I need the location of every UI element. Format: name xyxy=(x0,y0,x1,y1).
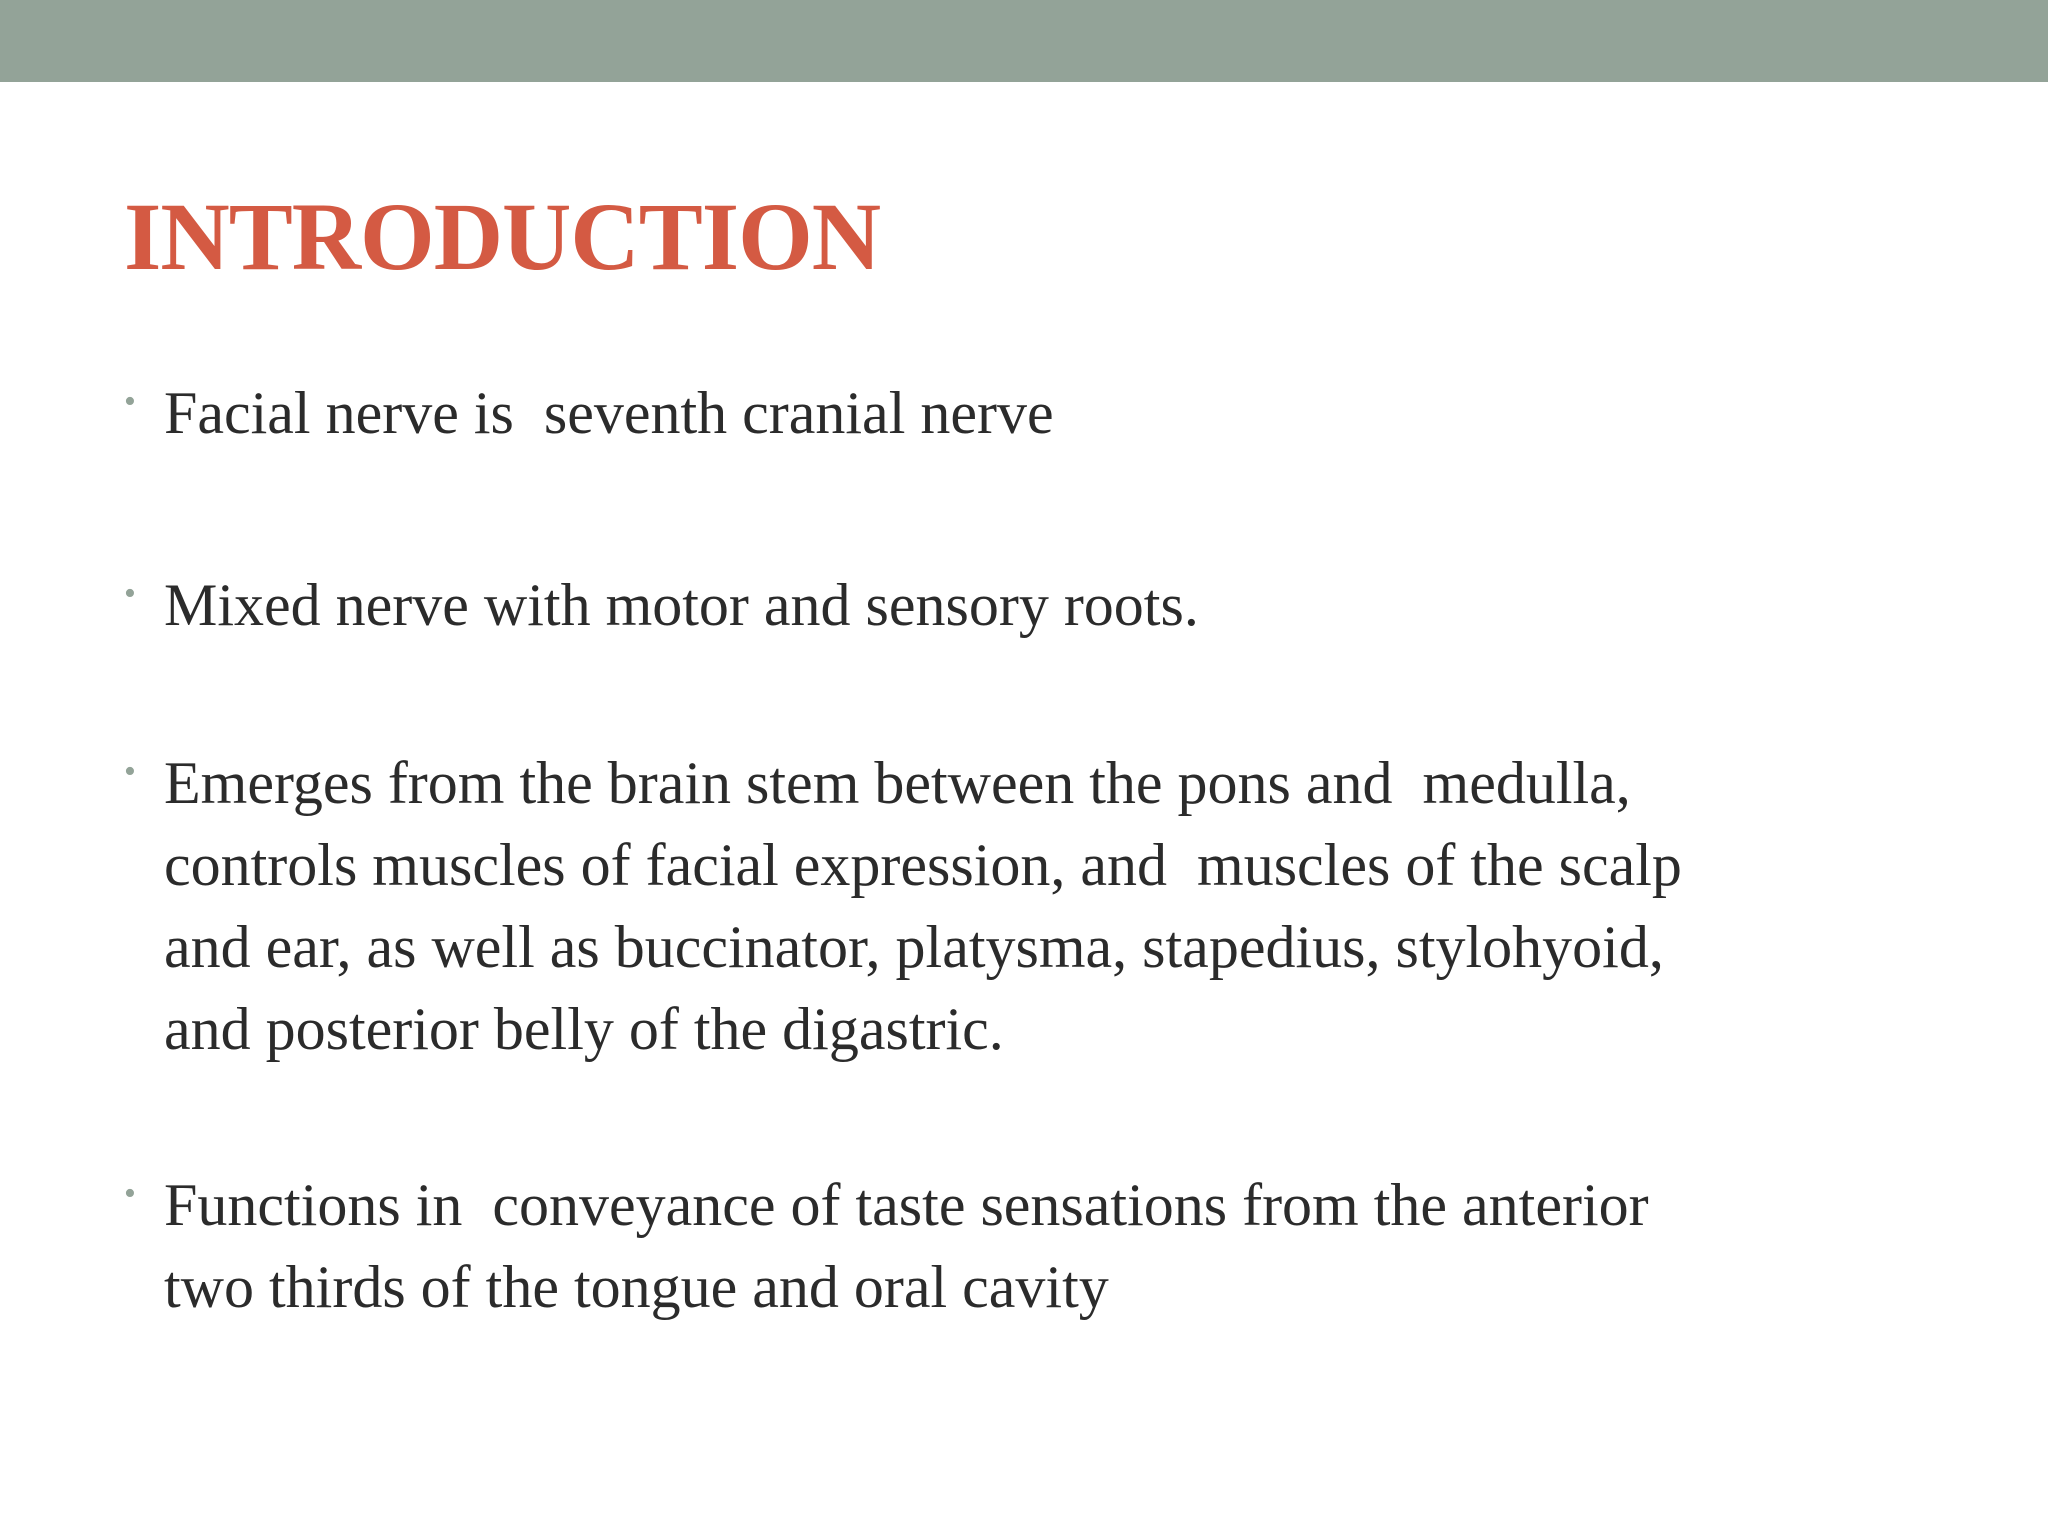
bullet-icon: • xyxy=(124,383,136,420)
bullet-text: Functions in conveyance of taste sensations from the anterior two thirds of the tongue and oral cavity xyxy=(164,1172,1649,1320)
bullet-icon: • xyxy=(124,753,136,790)
bullet-text: Facial nerve is seventh cranial nerve xyxy=(164,380,1054,446)
top-accent-bar xyxy=(0,0,2048,82)
slide-title: INTRODUCTION xyxy=(124,183,881,290)
bullet-item xyxy=(124,564,1924,646)
bullet-item xyxy=(124,372,1924,454)
bullet-item xyxy=(124,742,1924,1070)
bullet-item xyxy=(124,1164,1924,1328)
bullet-icon: • xyxy=(124,575,136,612)
bullet-icon: • xyxy=(124,1175,136,1212)
bullet-text: Emerges from the brain stem between the pons and medulla, controls muscles of facial expression, and muscles of the scalp and ear, as well as buccinator, platysma, stapedius, stylohyoid, and posterior belly of the digastric. xyxy=(164,750,1682,1062)
bullet-text: Mixed nerve with motor and sensory roots. xyxy=(164,572,1199,638)
